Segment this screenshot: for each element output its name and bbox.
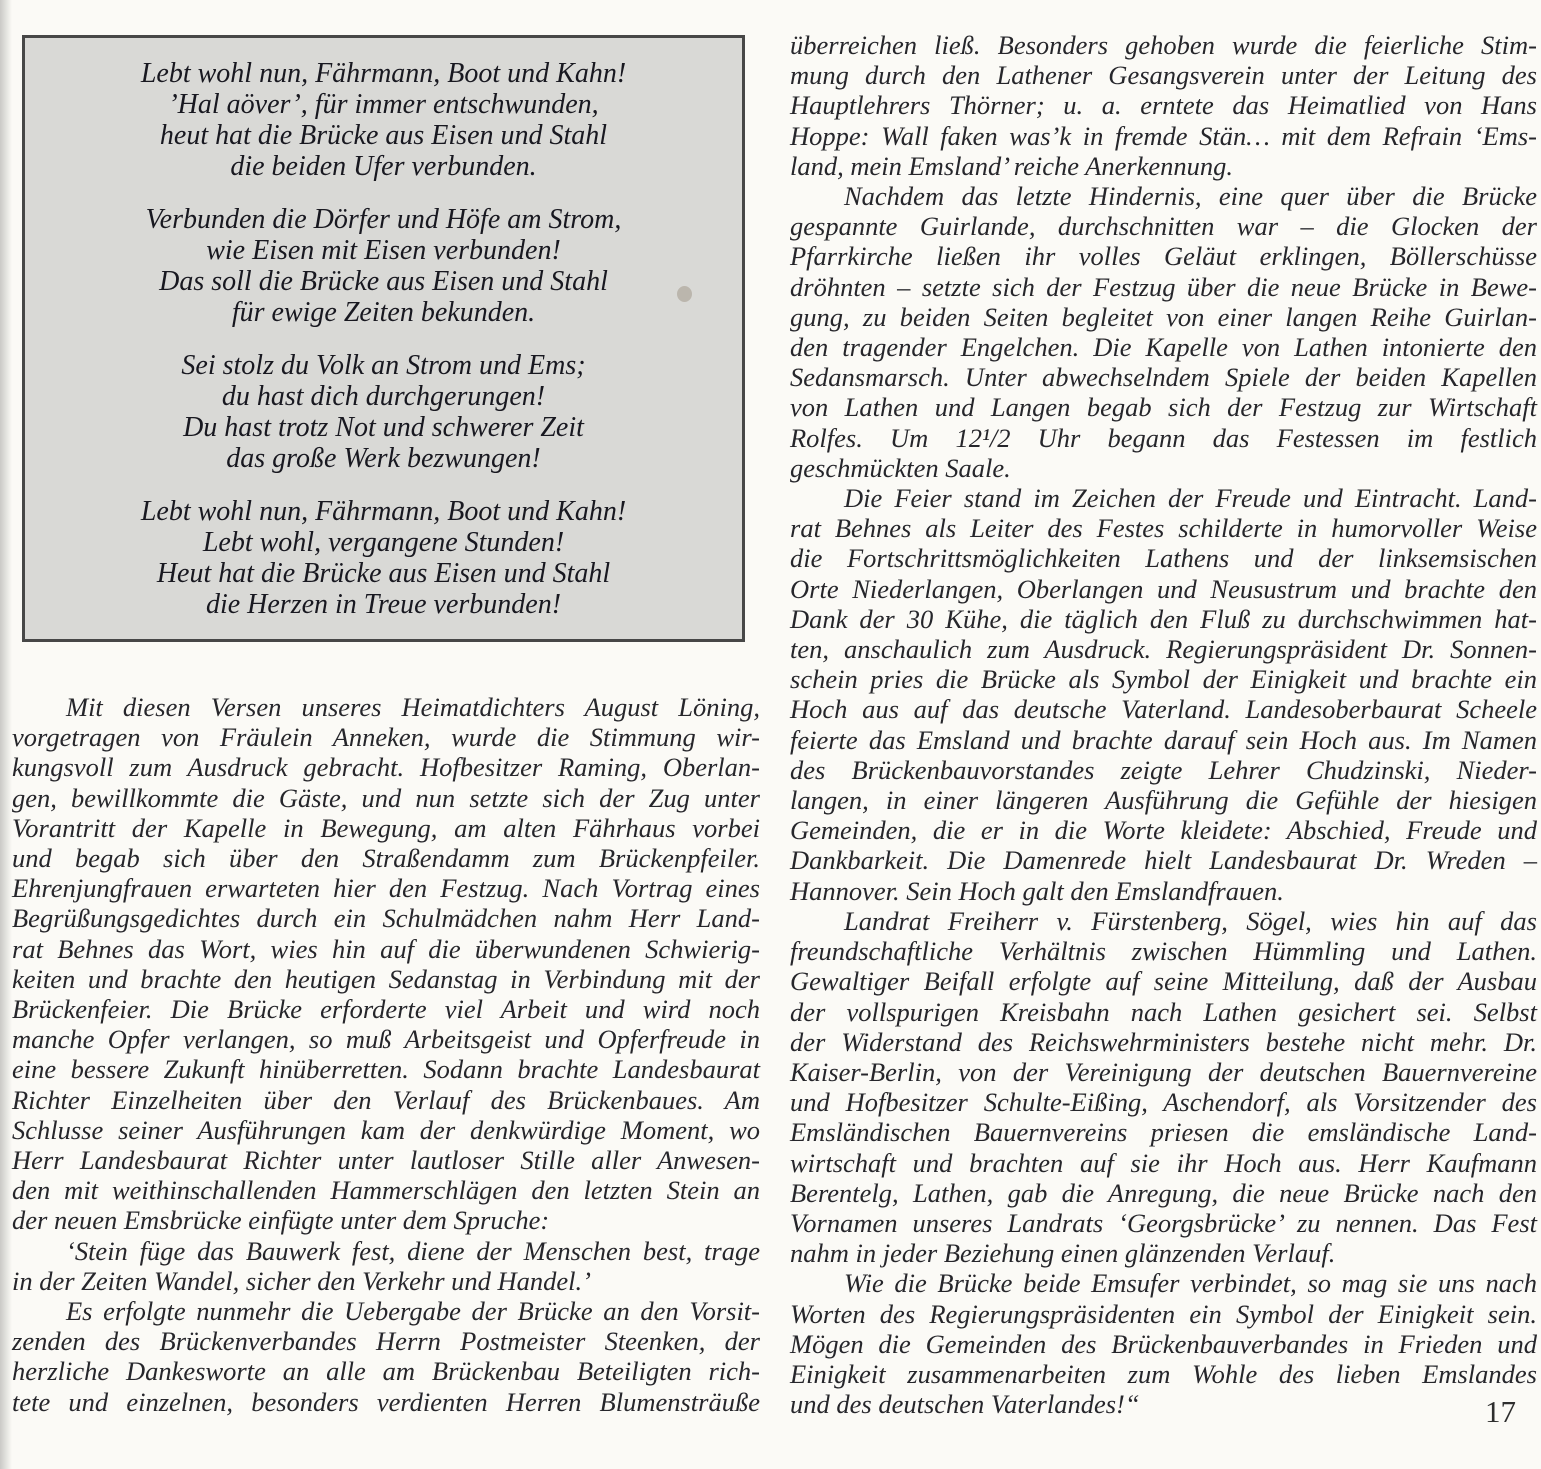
poem-line: wie Eisen mit Eisen verbunden! [206, 235, 561, 266]
text-line: Einigkeit zusammenarbeiten zum Wohle des lieben Emslandes [790, 1358, 1537, 1389]
text-line: ‘Stein füge das Bauwerk fest, diene der Menschen best, trage [66, 1235, 760, 1266]
poem-box [22, 35, 745, 642]
text-line: Vornamen unseres Landrats ‘Georgsbrücke’ zu nennen. Das Fest [790, 1207, 1537, 1238]
text-line: Sedansmarsch. Unter abwechselndem Spiele der beiden Kapellen [790, 362, 1537, 393]
text-line: Schlusse seiner Ausführungen kam der denkwürdige Moment, wo [12, 1114, 760, 1145]
paragraph [12, 692, 760, 1236]
poem-line: ’Hal aöver’, für immer entschwunden, [168, 89, 599, 120]
poem-line: Lebt wohl nun, Fährmann, Boot und Kahn! [140, 58, 627, 89]
text-line: kungsvoll zum Ausdruck gebracht. Hofbesitzer Raming, Oberlan- [12, 752, 760, 783]
text-line: Berentelg, Lathen, gab die Anregung, die neue Brücke nach den [790, 1177, 1537, 1208]
right-column [790, 30, 1537, 1419]
poem-line: Verbunden die Dörfer und Höfe am Strom, [145, 204, 622, 235]
text-line: Herr Landesbaurat Richter unter lautloser Stille aller Anwesen- [12, 1145, 760, 1176]
text-line: Hoppe: Wall faken was’k in fremde Stän… mit dem Refrain ‘Ems- [790, 120, 1537, 151]
text-line: Dank der 30 Kühe, die täglich den Fluß zu durchschwimmen hat- [790, 603, 1537, 634]
text-line: wirtschaft und brachten auf sie ihr Hoch aus. Herr Kaufmann [790, 1147, 1537, 1178]
text-line: Mit diesen Versen unseres Heimatdichters August Löning, [66, 692, 760, 722]
poem-line: das große Werk bezwungen! [226, 443, 541, 474]
text-line: rat Behnes als Leiter des Festes schilderte in humorvoller Weise [790, 513, 1537, 544]
text-line: Die Feier stand im Zeichen der Freude und Eintracht. Land- [844, 483, 1537, 514]
paragraph [790, 1268, 1537, 1419]
text-line: schein pries die Brücke als Symbol der Einigkeit und brachte ein [790, 664, 1537, 695]
text-line: Hoch aus auf das deutsche Vaterland. Landesoberbaurat Scheele [790, 694, 1537, 725]
paragraph [12, 1236, 760, 1296]
poem-line: Heut hat die Brücke aus Eisen und Stahl [156, 558, 611, 589]
text-line: feierte das Emsland und brachte darauf sein Hoch aus. Im Namen [790, 724, 1537, 755]
text-line: Gemeinden, die er in die Worte kleidete: Abschied, Freude und [790, 815, 1537, 846]
text-line: Landrat Freiherr v. Fürstenberg, Sögel, wies hin auf das [844, 905, 1537, 936]
text-line: Orte Niederlangen, Oberlangen und Neusustrum und brachte den [790, 573, 1537, 604]
scan-edge-shadow [0, 0, 12, 1469]
text-line: nahm in jeder Beziehung einen glänzenden Verlauf. [790, 1238, 1336, 1269]
poem-stanza [33, 204, 734, 328]
text-line: geschmückten Saale. [790, 452, 1011, 483]
text-line: Mögen die Gemeinden des Brückenbauverbandes in Frieden und [790, 1328, 1537, 1359]
text-line: Wie die Brücke beide Emsufer verbindet, so mag sie uns nach [844, 1268, 1537, 1299]
text-line: Vorantritt der Kapelle in Bewegung, am alten Fährhaus vorbei [12, 812, 760, 843]
text-line: Nachdem das letzte Hindernis, eine quer über die Brücke [844, 181, 1537, 212]
paragraph [12, 1296, 760, 1417]
text-line: Hannover. Sein Hoch galt den Emslandfrauen. [790, 875, 1284, 906]
text-line: und begab sich über den Straßendamm zum Brückenpfeiler. [12, 843, 760, 874]
poem-line: Lebt wohl nun, Fährmann, Boot und Kahn! [140, 496, 627, 527]
page-number: 17 [1485, 1394, 1516, 1429]
poem-line: für ewige Zeiten bekunden. [231, 297, 536, 328]
text-line: freundschaftliche Verhältnis zwischen Hümmling und Lathen. [790, 936, 1537, 967]
text-line: Emsländischen Bauernvereins priesen die emsländische Land- [790, 1117, 1537, 1148]
text-line: gen, bewillkommte die Gäste, und nun setzte sich der Zug unter [12, 782, 760, 813]
text-line: den tragender Engelchen. Die Kapelle von Lathen intonierte den [790, 332, 1537, 363]
text-line: zenden des Brückenverbandes Herrn Postmeister Steenken, der [12, 1326, 760, 1357]
paragraph [790, 906, 1537, 1268]
text-line: der Widerstand des Reichswehrministers bestehe nicht mehr. Dr. [790, 1026, 1537, 1057]
poem-line: Lebt wohl, vergangene Stunden! [202, 527, 565, 558]
left-column [12, 692, 760, 1417]
poem-line: die beiden Ufer verbunden. [230, 151, 537, 182]
paragraph [790, 30, 1537, 181]
text-line: und Hofbesitzer Schulte-Eißing, Aschendorf, als Vorsitzender des [790, 1087, 1537, 1118]
text-line: Es erfolgte nunmehr die Uebergabe der Brücke an den Vorsit- [66, 1296, 760, 1327]
text-line: den mit weithinschallenden Hammerschlägen den letzten Stein an [12, 1175, 760, 1206]
text-line: eine bessere Zukunft hinüberretten. Sodann brachte Landesbaurat [12, 1054, 760, 1085]
text-line: mung durch den Lathener Gesangsverein unter der Leitung des [790, 60, 1537, 91]
text-line: langen, in einer längeren Ausführung die Gefühle der hiesigen [790, 785, 1537, 816]
text-line: Dankbarkeit. Die Damenrede hielt Landesbaurat Dr. Wreden – [790, 845, 1537, 876]
text-line: Kaiser-Berlin, von der Vereinigung der deutschen Bauernvereine [790, 1056, 1537, 1087]
poem-line: du hast dich durchgerungen! [221, 381, 546, 412]
poem-stanza [33, 58, 734, 182]
text-line: manche Opfer verlangen, so muß Arbeitsgeist und Opferfreude in [12, 1024, 760, 1055]
text-line: Begrüßungsgedichtes durch ein Schulmädchen nahm Herr Land- [12, 903, 760, 934]
text-line: herzliche Dankesworte an alle am Brückenbau Beteiligten rich- [12, 1356, 760, 1387]
text-line: ten, anschaulich zum Ausdruck. Regierungspräsident Dr. Sonnen- [790, 634, 1537, 665]
text-line: dröhnten – setzte sich der Festzug über die neue Brücke in Bewe- [790, 271, 1537, 302]
text-line: Hauptlehrers Thörner; u. a. erntete das Heimatlied von Hans [790, 90, 1537, 121]
poem-stanzas [33, 58, 734, 620]
poem-line: Du hast trotz Not und schwerer Zeit [183, 412, 584, 443]
poem-line: heut hat die Brücke aus Eisen und Stahl [159, 120, 608, 151]
text-line: Rolfes. Um 12¹/2 Uhr begann das Festessen im festlich [790, 422, 1537, 453]
text-line: rat Behnes das Wort, wies hin auf die überwundenen Schwierig- [12, 933, 760, 964]
text-line: Gewaltiger Beifall erfolgte auf seine Mitteilung, daß der Ausbau [790, 966, 1537, 997]
text-line: gung, zu beiden Seiten begleitet von einer langen Reihe Guirlan- [790, 301, 1537, 332]
text-line: land, mein Emsland’ reiche Anerkennung. [790, 150, 1234, 181]
poem-line: Sei stolz du Volk an Strom und Ems; [181, 350, 586, 381]
poem-line: Das soll die Brücke aus Eisen und Stahl [159, 266, 608, 297]
text-line: der neuen Emsbrücke einfügte unter dem Spruche: [12, 1205, 550, 1236]
poem-stanza [33, 350, 734, 474]
text-line: Richter Einzelheiten über den Verlauf des Brückenbaues. Am [12, 1084, 760, 1115]
text-line: in der Zeiten Wandel, sicher den Verkehr und Handel.’ [12, 1265, 591, 1296]
text-line: Worten des Regierungspräsidenten ein Symbol der Einigkeit sein. [790, 1298, 1537, 1329]
poem-line: die Herzen in Treue verbunden! [205, 589, 562, 620]
text-line: keiten und brachte den heutigen Sedanstag in Verbindung mit der [12, 963, 760, 994]
paragraph [790, 483, 1537, 906]
paragraph [790, 181, 1537, 483]
text-line: Brückenfeier. Die Brücke erforderte viel Arbeit und wird noch [12, 994, 760, 1025]
text-line: des Brückenbauvorstandes zeigte Lehrer Chudzinski, Nieder- [790, 754, 1537, 785]
text-line: vorgetragen von Fräulein Anneken, wurde die Stimmung wir- [12, 722, 760, 753]
text-line: überreichen ließ. Besonders gehoben wurde die feierliche Stim- [790, 30, 1537, 60]
text-line: von Lathen und Langen begab sich der Festzug zur Wirtschaft [790, 392, 1537, 423]
text-line: tete und einzelnen, besonders verdienten Herren Blumensträuße [12, 1386, 760, 1417]
text-line: Pfarrkirche ließen ihr volles Geläut erklingen, Böllerschüsse [790, 241, 1537, 272]
text-line: gespannte Guirlande, durchschnitten war – die Glocken der [790, 211, 1537, 242]
text-line: Ehrenjungfrauen erwarteten hier den Festzug. Nach Vortrag eines [12, 873, 760, 904]
scan-smudge [677, 286, 692, 302]
text-line: und des deutschen Vaterlandes!“ [790, 1389, 1140, 1420]
poem-stanza [33, 496, 734, 620]
text-line: der vollspurigen Kreisbahn nach Lathen gesichert sei. Selbst [790, 996, 1537, 1027]
text-line: die Fortschrittsmöglichkeiten Lathens und der linksemsischen [790, 543, 1537, 574]
